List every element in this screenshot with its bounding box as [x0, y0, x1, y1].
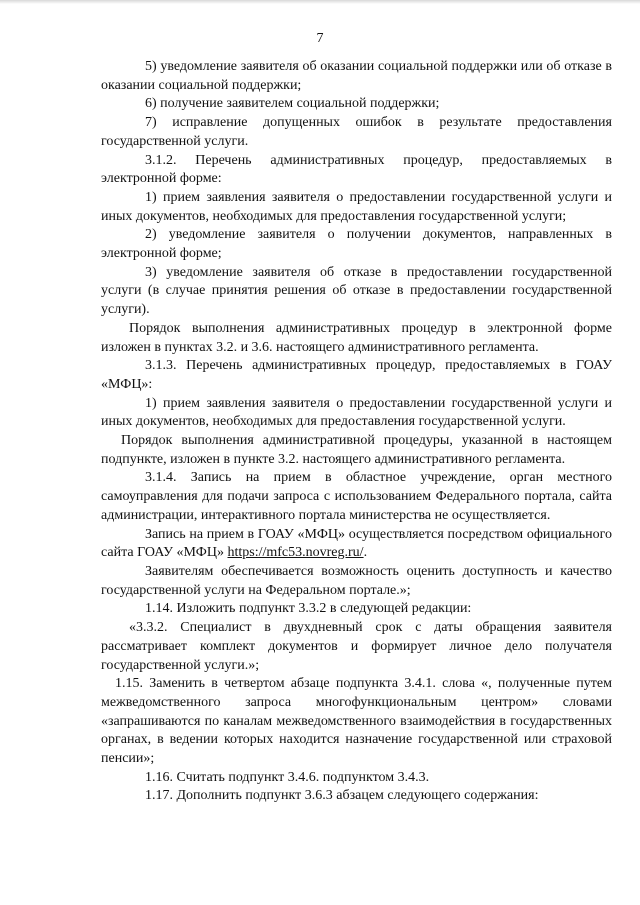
paragraph: 1.17. Дополнить подпункт 3.6.3 абзацем следующего содержания:	[145, 788, 539, 804]
paragraph: 3) уведомление заявителя об отказе в предоставлении государственной услуги (в случае принятия решения об отказе в предоставлении государственной услуги).	[101, 264, 612, 318]
paragraph: 3.1.3. Перечень административных процедур, предоставляемых в ГОАУ «МФЦ»:	[101, 358, 612, 392]
paragraph: 1.15. Заменить в четвертом абзаце подпункта 3.4.1. слова «, полученные путем межведомственного запроса многофункциональным центром» словами «запрашиваются по каналам межведомственного взаимодействия в государственных органах, в ведении которых находится назначение государственной или страховой пенсии»;	[101, 676, 612, 767]
mfc-record-text: Запись на прием в ГОАУ «МФЦ» осуществляется посредством официального сайта ГОАУ «МФЦ»	[101, 526, 612, 561]
paragraph: 2) уведомление заявителя о получении документов, направленных в электронной форме;	[101, 227, 612, 262]
paragraph: 3.1.4. Запись на прием в областное учреждение, орган местного самоуправления для подачи запроса с использованием Федерального портала, сайта администрации, интерактивного портала министерства не осуществляется.	[101, 470, 612, 523]
paragraph: «3.3.2. Специалист в двухдневный срок с даты обращения заявителя рассматривает комплект документов и формирует личное дело получателя государственной услуги.»;	[101, 620, 612, 673]
paragraph: Порядок выполнения административных процедур в электронной форме изложен в пунктах 3.2. и 3.6. настоящего административного регламента.	[101, 320, 612, 355]
paragraph: 1) прием заявления заявителя о предоставлении государственной услуги и иных документов, необходимых для предоставления государственной услуги.	[101, 395, 612, 430]
paragraph: Заявителям обеспечивается возможность оценить доступность и качество государственной услуги на Федеральном портале.»;	[101, 563, 612, 598]
mfc-record-end: .	[363, 545, 368, 561]
mfc-record-paragraph	[101, 526, 612, 563]
paragraph: 1.16. Считать подпункт 3.4.6. подпунктом 3.4.3.	[145, 769, 430, 785]
document-body	[101, 58, 612, 806]
scan-edge	[0, 0, 640, 4]
paragraph: 3.1.2. Перечень административных процедур, предоставляемых в электронной форме:	[101, 152, 612, 187]
page-number: 7	[316, 31, 324, 46]
paragraph: 6) получение заявителем социальной поддержки;	[145, 96, 440, 112]
paragraph: 5) уведомление заявителя об оказании социальной поддержки или об отказе в оказании социальной поддержки;	[101, 59, 612, 93]
mfc-website-link[interactable]: https://mfc53.novreg.ru/	[227, 545, 364, 561]
paragraph: 1) прием заявления заявителя о предоставлении государственной услуги и иных документов, необходимых для предоставления государственной услуги;	[101, 189, 612, 224]
paragraph: Порядок выполнения административной процедуры, указанной в настоящем подпункте, изложен в пункте 3.2. настоящего административного регламента.	[101, 433, 612, 467]
paragraph: 7) исправление допущенных ошибок в результате предоставления государственной услуги.	[101, 115, 612, 149]
paragraph: 1.14. Изложить подпункт 3.3.2 в следующей редакции:	[145, 601, 472, 617]
